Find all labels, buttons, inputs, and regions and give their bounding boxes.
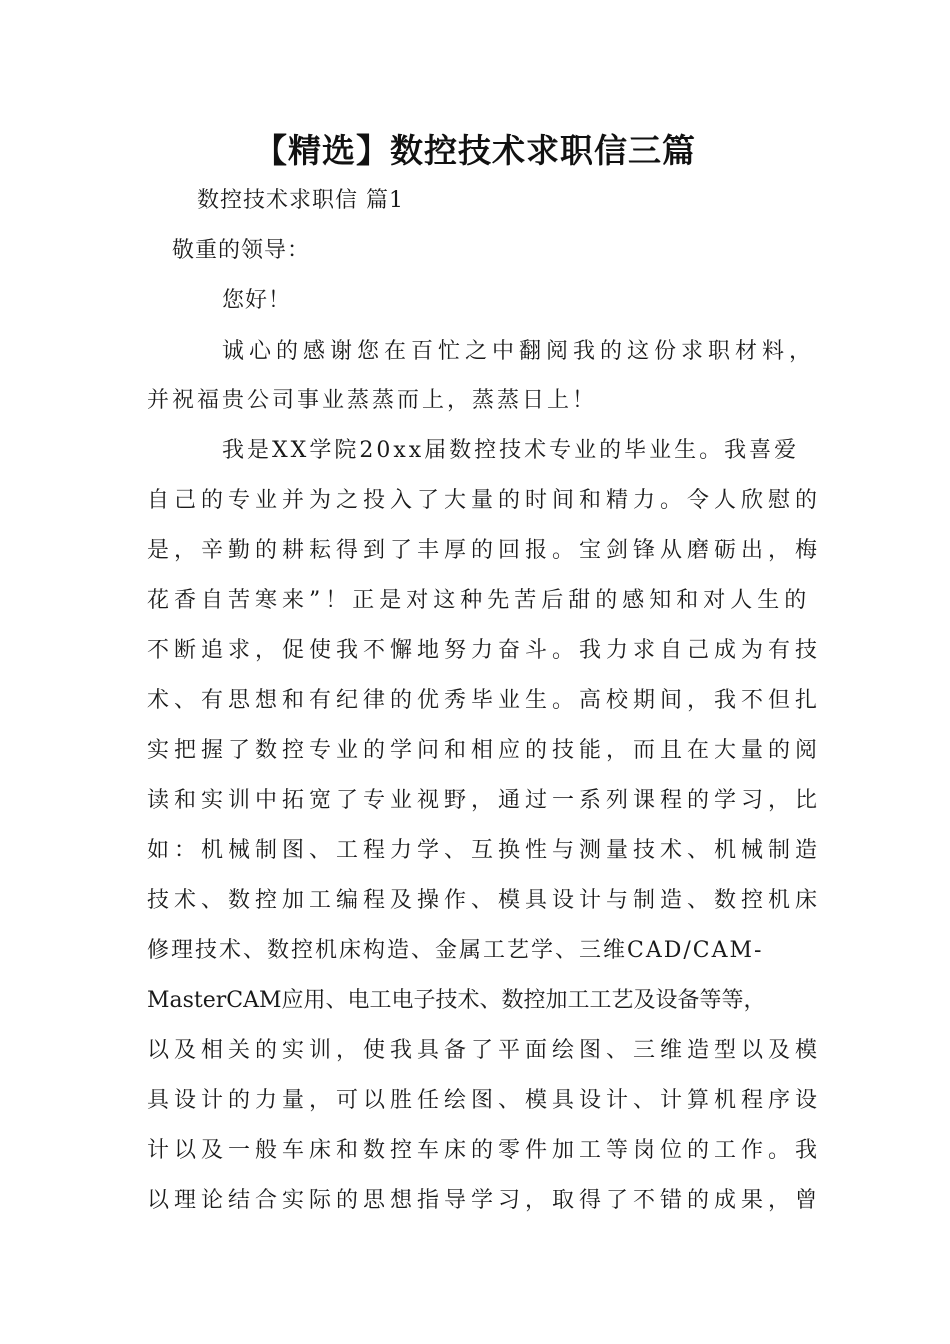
paragraph-line: MasterCAM应用、电工电子技术、数控加工工艺及设备等等， [147,988,766,1013]
greeting: 您好！ [222,288,292,313]
paragraph-line: 是，辛勤的耕耘得到了丰厚的回报。宝剑锋从磨砺出，梅 [147,538,823,563]
paragraph-line: 如：机械制图、工程力学、互换性与测量技术、机械制造 [147,838,823,863]
salutation: 敬重的领导： [172,238,311,263]
paragraph-line: 计以及一般车床和数控车床的零件加工等岗位的工作。我 [147,1138,823,1163]
letter-subtitle: 数控技术求职信 篇1 [197,188,404,213]
paragraph-line: 读和实训中拓宽了专业视野，通过一系列课程的学习，比 [147,788,823,813]
paragraph-line: 以理论结合实际的思想指导学习，取得了不错的成果，曾 [147,1188,823,1213]
paragraph-line: 并祝福贵公司事业蒸蒸而上，蒸蒸日上！ [147,388,598,413]
paragraph-line: 具设计的力量，可以胜任绘图、模具设计、计算机程序设 [147,1088,823,1113]
paragraph-line: 术、有思想和有纪律的优秀毕业生。高校期间，我不但扎 [147,688,823,713]
paragraph-line: 不断追求，促使我不懈地努力奋斗。我力求自己成为有技 [147,638,823,663]
paragraph-line: 花香自苦寒来”！正是对这种先苦后甜的感知和对人生的 [147,588,812,613]
paragraph-line: 以及相关的实训，使我具备了平面绘图、三维造型以及模 [147,1038,823,1063]
paragraph-line: 我是XX学院20xx届数控技术专业的毕业生。我喜爱 [222,438,800,463]
paragraph-line: 修理技术、数控机床构造、金属工艺学、三维CAD/CAM- [147,938,764,963]
paragraph-line: 实把握了数控专业的学问和相应的技能，而且在大量的阅 [147,738,823,763]
document-title: 【精选】数控技术求职信三篇 [254,131,696,170]
paragraph-line: 自己的专业并为之投入了大量的时间和精力。令人欣慰的 [147,488,823,513]
paragraph-line: 诚心的感谢您在百忙之中翻阅我的这份求职材料， [222,339,817,364]
paragraph-line: 技术、数控加工编程及操作、模具设计与制造、数控机床 [147,888,823,913]
body-paragraph [147,436,837,1236]
